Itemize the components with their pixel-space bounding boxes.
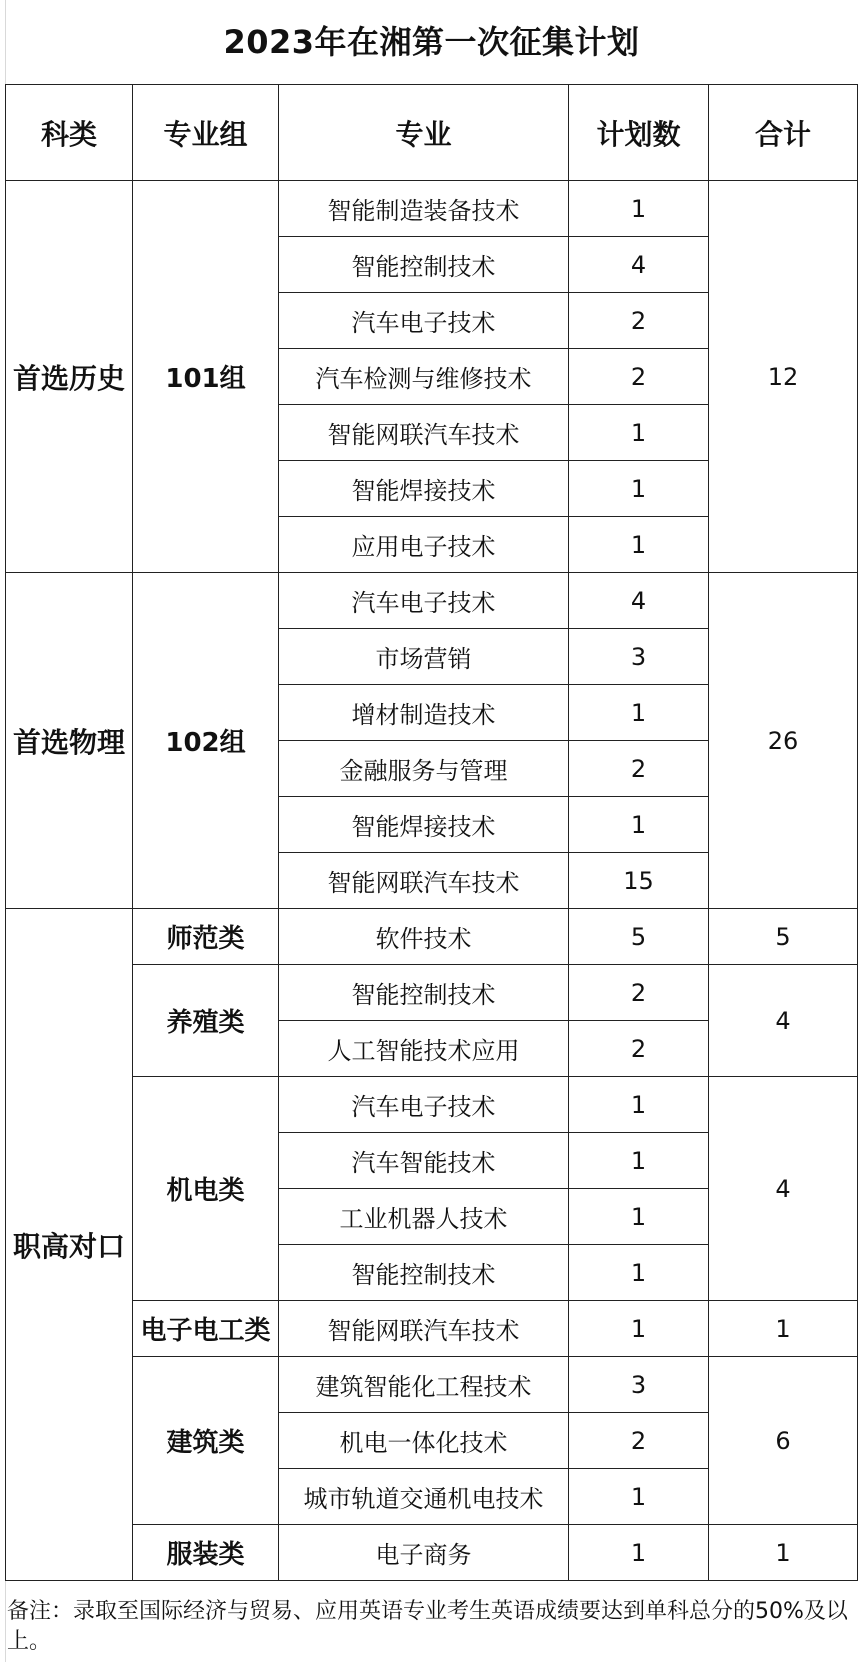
major-group-cell: 电子电工类 <box>133 1301 279 1357</box>
major-cell: 智能控制技术 <box>279 237 569 293</box>
major-cell: 汽车智能技术 <box>279 1133 569 1189</box>
major-cell: 金融服务与管理 <box>279 741 569 797</box>
category-cell: 首选物理 <box>6 573 133 909</box>
group-total-cell: 1 <box>709 1301 858 1357</box>
major-cell: 智能焊接技术 <box>279 797 569 853</box>
major-cell: 智能制造装备技术 <box>279 181 569 237</box>
major-cell: 电子商务 <box>279 1525 569 1581</box>
plan-count-cell: 1 <box>569 1525 709 1581</box>
plan-count-cell: 1 <box>569 405 709 461</box>
category-cell: 职高对口 <box>6 909 133 1581</box>
table-row <box>6 573 858 629</box>
table-row <box>6 965 858 1021</box>
table-row <box>6 1301 858 1357</box>
table-row <box>6 1357 858 1413</box>
major-cell: 软件技术 <box>279 909 569 965</box>
header-plan-count: 计划数 <box>569 85 709 181</box>
footnote: 备注：录取至国际经济与贸易、应用英语专业考生英语成绩要达到单科总分的50%及以上。 <box>7 1599 848 1654</box>
plan-count-cell: 1 <box>569 517 709 573</box>
plan-count-cell: 1 <box>569 1077 709 1133</box>
header-row <box>6 85 858 181</box>
plan-count-cell: 1 <box>569 685 709 741</box>
group-total-cell: 6 <box>709 1357 858 1525</box>
major-cell: 汽车电子技术 <box>279 293 569 349</box>
table-row <box>6 181 858 237</box>
major-cell: 工业机器人技术 <box>279 1189 569 1245</box>
major-group-cell: 102组 <box>133 573 279 909</box>
major-cell: 智能网联汽车技术 <box>279 1301 569 1357</box>
major-cell: 智能网联汽车技术 <box>279 853 569 909</box>
group-total-cell: 4 <box>709 965 858 1077</box>
major-cell: 汽车检测与维修技术 <box>279 349 569 405</box>
plan-count-cell: 4 <box>569 237 709 293</box>
plan-count-cell: 1 <box>569 1133 709 1189</box>
major-group-cell: 师范类 <box>133 909 279 965</box>
plan-count-cell: 4 <box>569 573 709 629</box>
group-total-cell: 4 <box>709 1077 858 1301</box>
header-total: 合计 <box>709 85 858 181</box>
major-cell: 智能控制技术 <box>279 965 569 1021</box>
major-cell: 市场营销 <box>279 629 569 685</box>
group-total-cell: 26 <box>709 573 858 909</box>
enrollment-plan-table <box>5 84 858 1581</box>
plan-count-cell: 1 <box>569 797 709 853</box>
header-major-group: 专业组 <box>133 85 279 181</box>
plan-count-cell: 1 <box>569 1245 709 1301</box>
plan-count-cell: 2 <box>569 741 709 797</box>
table-row <box>6 909 858 965</box>
major-cell: 智能控制技术 <box>279 1245 569 1301</box>
header-category: 科类 <box>6 85 133 181</box>
major-group-cell: 服装类 <box>133 1525 279 1581</box>
major-cell: 智能网联汽车技术 <box>279 405 569 461</box>
major-cell: 建筑智能化工程技术 <box>279 1357 569 1413</box>
plan-count-cell: 2 <box>569 1413 709 1469</box>
major-group-cell: 机电类 <box>133 1077 279 1301</box>
major-cell: 人工智能技术应用 <box>279 1021 569 1077</box>
major-cell: 汽车电子技术 <box>279 1077 569 1133</box>
plan-count-cell: 2 <box>569 349 709 405</box>
group-total-cell: 12 <box>709 181 858 573</box>
plan-count-cell: 1 <box>569 181 709 237</box>
major-cell: 智能焊接技术 <box>279 461 569 517</box>
plan-count-cell: 2 <box>569 293 709 349</box>
major-group-cell: 养殖类 <box>133 965 279 1077</box>
major-group-cell: 建筑类 <box>133 1357 279 1525</box>
major-cell: 增材制造技术 <box>279 685 569 741</box>
plan-count-cell: 1 <box>569 461 709 517</box>
category-cell: 首选历史 <box>6 181 133 573</box>
plan-count-cell: 15 <box>569 853 709 909</box>
plan-count-cell: 1 <box>569 1189 709 1245</box>
group-total-cell: 5 <box>709 909 858 965</box>
major-cell: 应用电子技术 <box>279 517 569 573</box>
table-row <box>6 1077 858 1133</box>
plan-count-cell: 1 <box>569 1301 709 1357</box>
header-major: 专业 <box>279 85 569 181</box>
plan-count-cell: 2 <box>569 965 709 1021</box>
plan-count-cell: 3 <box>569 1357 709 1413</box>
plan-count-cell: 2 <box>569 1021 709 1077</box>
plan-count-cell: 3 <box>569 629 709 685</box>
major-cell: 汽车电子技术 <box>279 573 569 629</box>
page-title: 2023年在湘第一次征集计划 <box>223 23 640 61</box>
plan-body <box>6 181 858 1581</box>
group-total-cell: 1 <box>709 1525 858 1581</box>
table-row <box>6 1525 858 1581</box>
plan-count-cell: 5 <box>569 909 709 965</box>
major-cell: 城市轨道交通机电技术 <box>279 1469 569 1525</box>
major-cell: 机电一体化技术 <box>279 1413 569 1469</box>
plan-count-cell: 1 <box>569 1469 709 1525</box>
major-group-cell: 101组 <box>133 181 279 573</box>
